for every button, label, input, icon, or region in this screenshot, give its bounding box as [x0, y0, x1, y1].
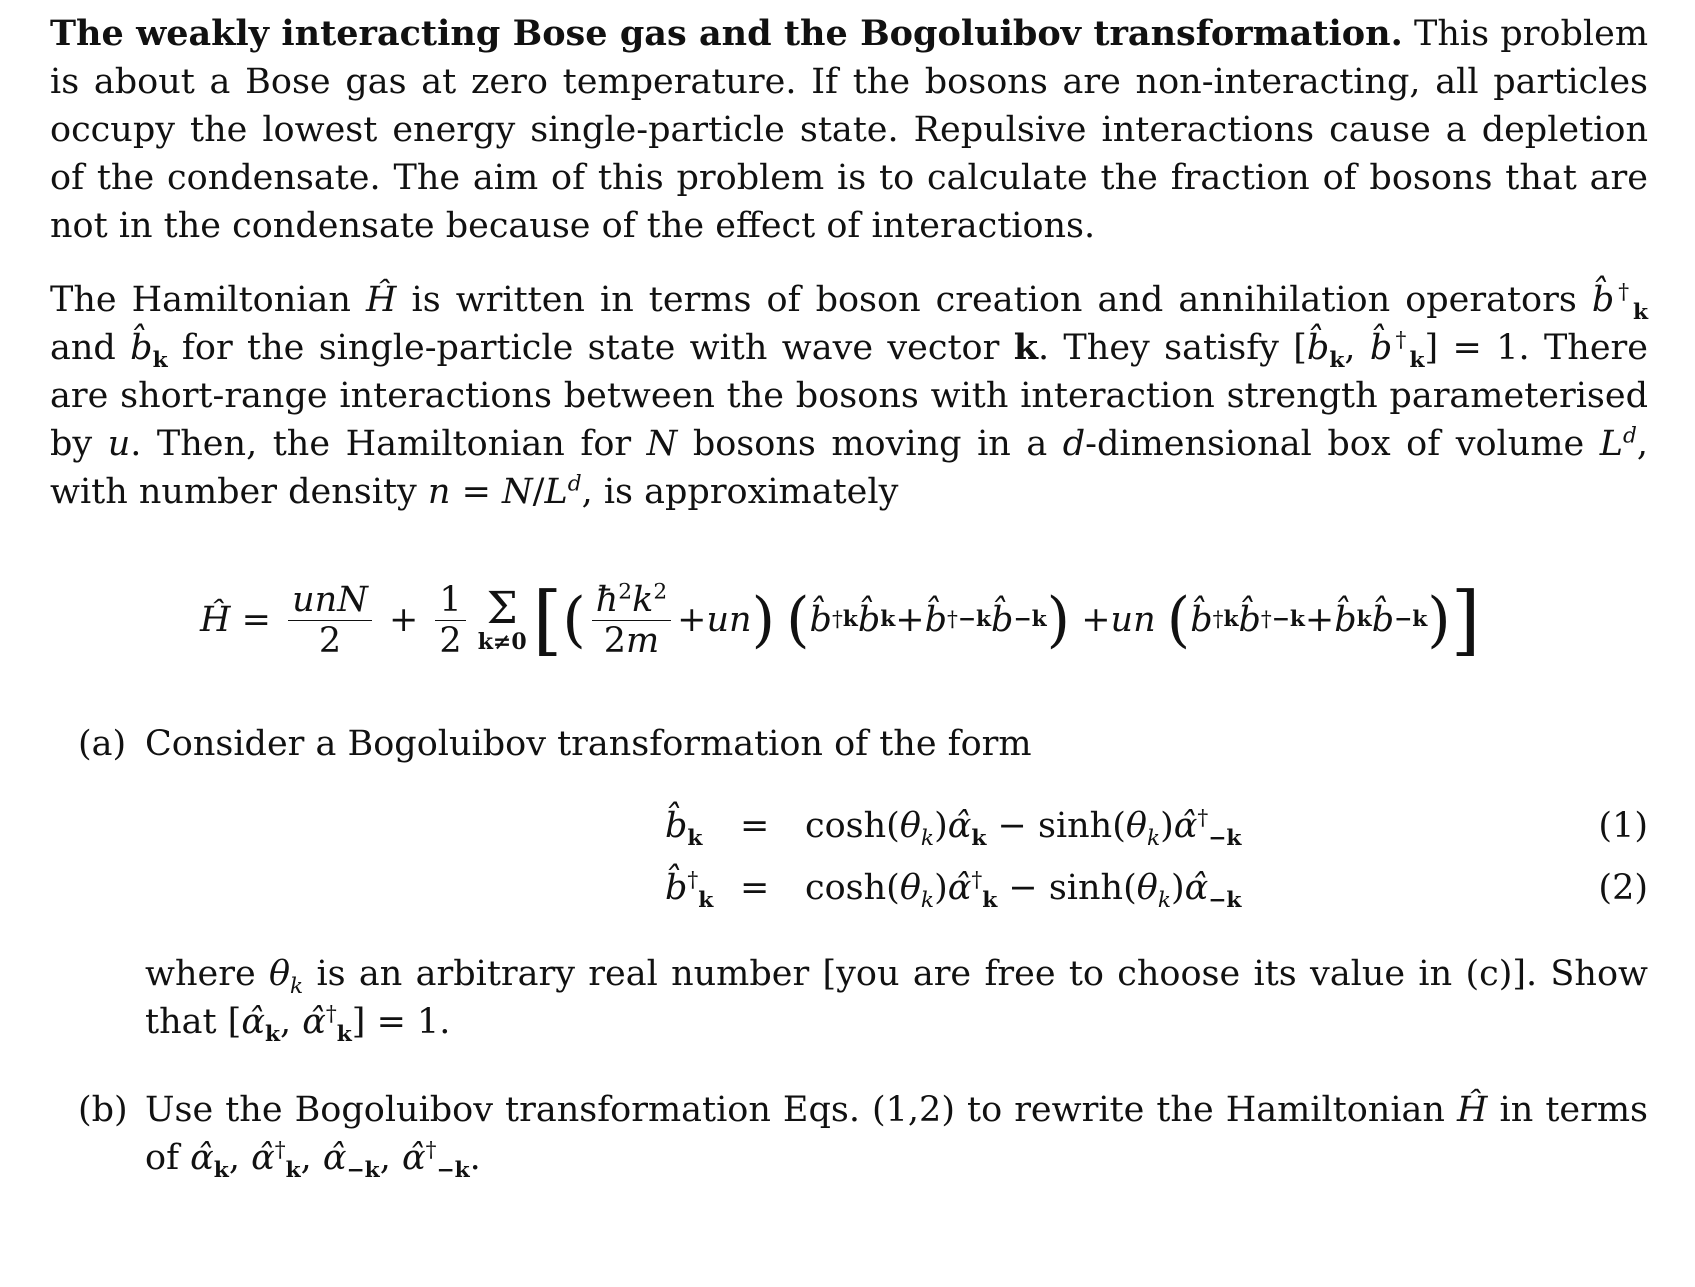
part-a-label: (a)	[78, 724, 127, 764]
intro-paragraph	[50, 10, 1648, 250]
text-segment: = 1. There are short-range interactions between the bosons with interaction strength parameterised by	[50, 328, 1648, 464]
text-segment: , is approximately	[581, 472, 899, 512]
text-segment: is written in terms of boson creation and annihilation operators	[396, 280, 1592, 320]
text-segment: and	[50, 328, 131, 368]
document-page	[50, 10, 1648, 1182]
text-segment: , with number density	[50, 424, 1648, 512]
text-segment: in terms of	[145, 1090, 1648, 1178]
text-segment: . Then, the Hamiltonian for	[130, 424, 647, 464]
equation-2-number: (2)	[1598, 868, 1648, 908]
part-a	[50, 720, 1648, 1046]
text-segment: The Hamiltonian	[50, 280, 366, 320]
intro-text: This problem is about a Bose gas at zero temperature. If the bosons are non-interacting, all particles occupy the lowest energy single-particle state. Repulsive interactions cause a depletion of the condensate. The aim of this problem is to calculate the fraction of bosons that are not in the condensate because of the effect of interactions.	[50, 14, 1649, 246]
text-segment: where	[145, 954, 269, 994]
text-segment: -dimensional box of volume	[1085, 424, 1600, 464]
part-a-question: where $\theta_k$ is an arbitrary real number [you are free to choose its value in (c)]. Show that [$\alphâ_k$, $\alphâ^\dagger_k] = 1$.	[145, 954, 1648, 1047]
text-segment: .	[469, 1138, 481, 1178]
text-segment: is an arbitrary real number [you are free to choose its value in (c)]. Show that	[145, 954, 1648, 1042]
part-b-label: (b)	[78, 1090, 128, 1130]
part-b	[50, 1086, 1648, 1182]
part-a-intro: Consider a Bogoluibov transformation of the form	[145, 724, 1032, 764]
text-segment: = 1.	[365, 1002, 451, 1042]
problem-title: The weakly interacting Bose gas and the Bogoluibov transformation.	[50, 13, 1403, 54]
bogoluibov-equations	[145, 792, 1648, 922]
text-segment: bosons moving in a	[677, 424, 1063, 464]
equation-1: $b̂_k$ = $\cosh(\theta_k)\alphâ_k$ − $\sinh(\theta_k)\alphâ^\dagger_{-k}$ (1)	[145, 802, 1648, 858]
hamiltonian-equation: Ĥ = $\frac{\text{unN}}{2}$ + $\frac{1}{2}$ Σ k≠0 [ ( $\frac{ħ^2k^2}{2m}$ + un ) ( b̂ † k b̂ k + b̂ † −k b̂ −k ) + un ( b̂ † k b̂ † −k + b̂ k b̂ −k ) ]	[200, 575, 1481, 664]
text-segment: Use the Bogoluibov transformation Eqs. (1,2) to rewrite the Hamiltonian	[145, 1090, 1457, 1130]
equation-2: $b̂^\dagger_k$ = $\cosh(\theta_k)\alphâ^\dagger_k$ − $\sinh(\theta_k)\alphâ_{-k}$ (2)	[145, 864, 1648, 920]
hamiltonian-paragraph: The Hamiltonian Ĥ is written in terms of boson creation and annihilation operators $b̂^\dagger_k$ and $b̂_k$ for the single-particle state with wave vector k. They satisfy [$b̂_k$, $b̂^\dagger_k] = 1$. There are short-range interactions between the bosons with interaction strength parameterised by u. Then, the Hamiltonian for N bosons moving in a d-dimensional box of volume $L^d$, with number density $n = N/L^d$, is approximately	[50, 279, 1648, 512]
text-segment: for the single-particle state with wave vector	[167, 328, 1014, 368]
part-b-question: Use the Bogoluibov transformation Eqs. (1,2) to rewrite the Hamiltonian Ĥ in terms of $\alphâ_k$, $\alphâ^\dagger_k$, $\alphâ_{-k}$, $\alphâ^\dagger_{-k}$.	[145, 1090, 1648, 1183]
equation-1-number: (1)	[1598, 806, 1648, 846]
text-segment: . They satisfy	[1037, 328, 1294, 368]
